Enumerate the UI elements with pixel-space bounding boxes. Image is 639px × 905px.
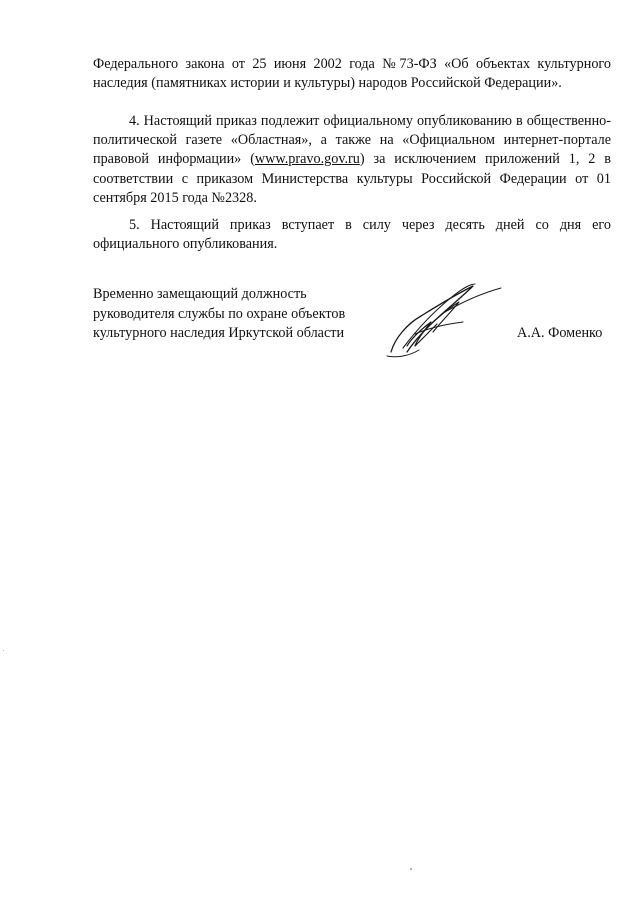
scan-speck — [410, 868, 412, 870]
paragraph-4-after-link: ) за исключением приложений 1, 2 в соответствии с приказом Министерства культуры Российской Федерации от 01 сентября 2015 года №2328. — [93, 151, 611, 206]
paragraph-4-text — [93, 112, 611, 208]
signatory-name: А.А. Фоменко — [517, 325, 603, 341]
paragraph-4-publication — [93, 112, 611, 208]
paragraph-4-before-link: 4. Настоящий приказ подлежит официальному опубликованию в общественно-политической газете «Областная», а также на «Официальном интернет-портале правовой информации» ( — [93, 113, 611, 168]
paragraph-5-effective — [93, 216, 611, 254]
signatory-title-line-3: культурного наследия Иркутской области — [93, 325, 345, 341]
signatory-title-line-1: Временно замещающий должность — [93, 286, 307, 302]
pravo-gov-link[interactable]: www.pravo.gov.ru — [254, 151, 360, 168]
paragraph-5-text: 5. Настоящий приказ вступает в силу через десять дней со дня его официального опубликования. — [93, 217, 611, 253]
scan-speck — [3, 650, 4, 651]
paragraph-law-reference-text: Федерального закона от 25 июня 2002 года №73-ФЗ «Об объектах культурного наследия (памятниках истории и культуры) народов Российской Федерации». — [93, 56, 611, 92]
paragraph-law-reference — [93, 55, 611, 93]
signatory-title-block — [93, 285, 345, 344]
signatory-title-line-2: руководителя службы по охране объектов — [93, 305, 346, 322]
handwritten-signature-icon — [385, 272, 505, 362]
